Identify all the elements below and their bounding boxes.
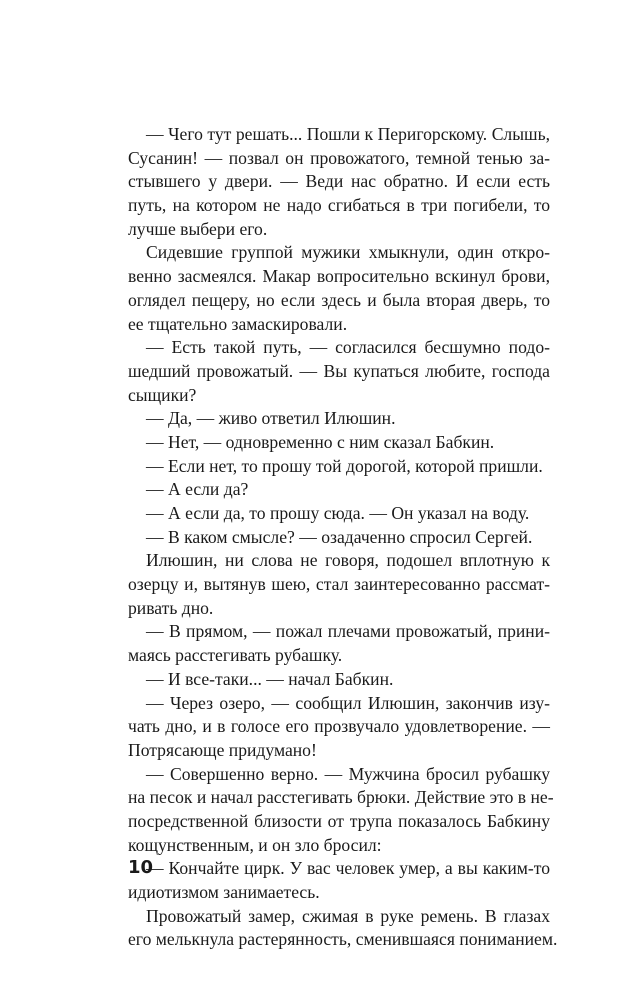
text-line: Илюшин, ни слова не говоря, подошел вплотную к	[146, 550, 550, 571]
text-line: — Через озеро, — сообщил Илюшин, закончив изу-	[146, 692, 550, 713]
text-line: шедший провожатый. — Вы купаться любите, господа	[128, 360, 550, 381]
text-line: ее тщательно замаскировали.	[128, 313, 348, 334]
text-line: — И все-таки... — начал Бабкин.	[146, 668, 394, 689]
text-line: озерцу и, вытянув шею, стал заинтересованно рассмат-	[128, 574, 550, 595]
text-line: на песок и начал расстегивать брюки. Действие это в не-	[128, 787, 554, 808]
text-line: — Есть такой путь, — согласился бесшумно подо-	[146, 337, 550, 358]
text-line: Сусанин! — позвал он провожатого, темной тенью за-	[128, 147, 550, 168]
text-line: посредственной близости от трупа показалось Бабкину	[128, 810, 550, 831]
text-line: Провожатый замер, сжимая в руке ремень. В глазах	[146, 905, 550, 926]
page-number: 10	[128, 857, 154, 878]
text-line: чать дно, и в голосе его прозвучало удовлетворение. —	[128, 716, 550, 737]
body-text	[128, 123, 558, 952]
text-line: маясь расстегивать рубашку.	[128, 645, 343, 666]
text-line: идиотизмом занимаетесь.	[128, 882, 320, 902]
text-line: — Чего тут решать... Пошли к Перигорскому. Слышь,	[146, 124, 550, 144]
text-line: лучше выбери его.	[128, 218, 268, 239]
text-line: — Если нет, то прошу той дорогой, которой пришли.	[146, 455, 543, 476]
text-line: — Да, — живо ответил Илюшин.	[146, 408, 396, 429]
text-line: сыщики?	[128, 384, 197, 405]
text-line: — А если да?	[146, 479, 249, 500]
text-line: — Нет, — одновременно с ним сказал Бабкин.	[146, 431, 495, 452]
text-line: Сидевшие группой мужики хмыкнули, один открo-	[146, 242, 550, 263]
text-line: — В каком смысле? — озадаченно спросил Сергей.	[146, 526, 533, 547]
text-line: Потрясающе придумано!	[128, 739, 317, 760]
text-line: кощунственным, и он зло бросил:	[128, 834, 382, 855]
text-line: путь, на котором не надо сгибаться в три погибели, то	[128, 195, 550, 216]
text-line: венно засмеялся. Макар вопросительно вскинул брови,	[128, 266, 550, 287]
text-line: — Кончайте цирк. У вас человек умер, а вы каким-то	[146, 858, 550, 879]
text-line: — Совершенно верно. — Мужчина бросил рубашку	[146, 763, 550, 784]
text-line: ривать дно.	[128, 597, 214, 618]
text-line: стывшего у двери. — Веди нас обратно. И если есть	[128, 171, 550, 192]
text-line: его мелькнула растерянность, сменившаяся пониманием.	[128, 929, 558, 950]
text-line: оглядел пещеру, но если здесь и была вторая дверь, то	[128, 289, 550, 310]
text-line: — В прямом, — пожал плечами провожатый, прини-	[146, 621, 550, 642]
text-line: — А если да, то прошу сюда. — Он указал на воду.	[146, 503, 530, 523]
